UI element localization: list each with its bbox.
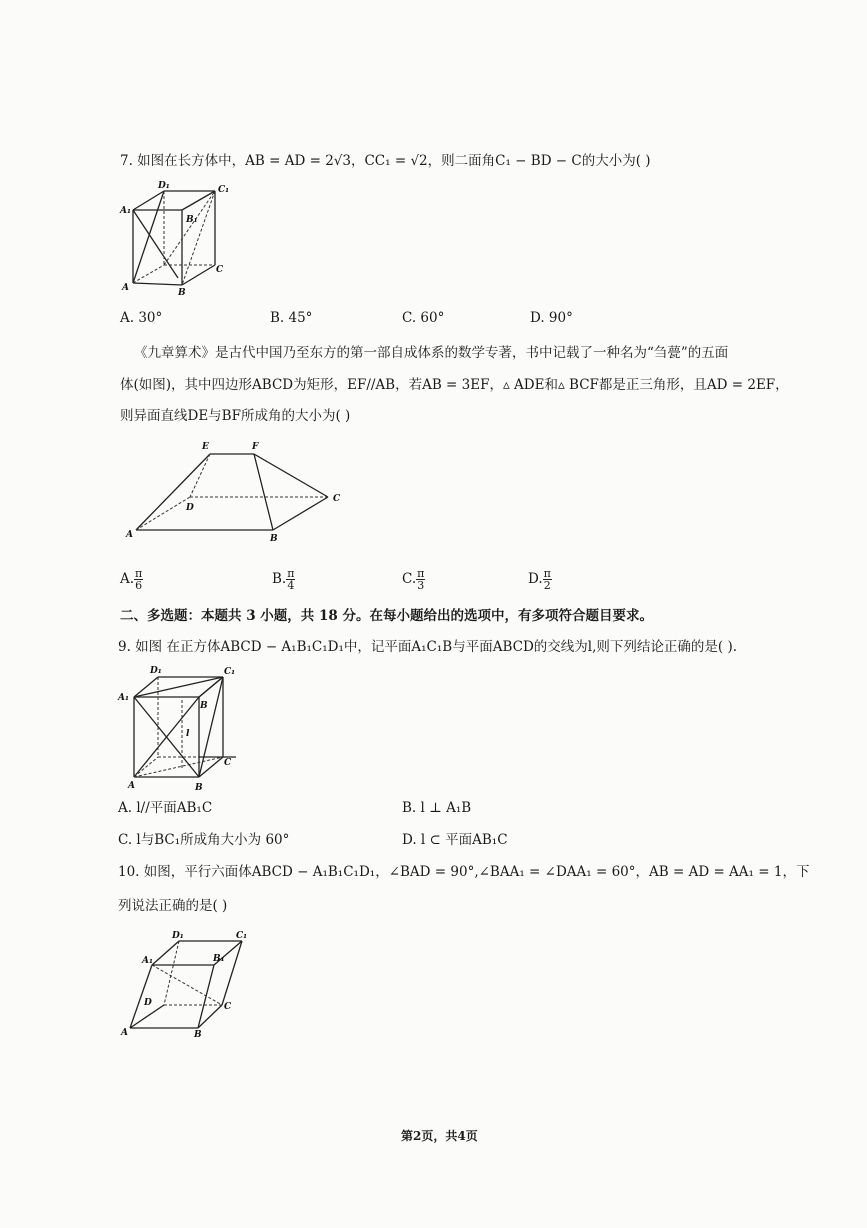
- q7-label-b1: B₁: [186, 215, 198, 225]
- q8-option-b-letter: B.: [272, 571, 287, 587]
- q8-figure: [118, 435, 358, 550]
- q8-option-d: [528, 568, 552, 591]
- q9-option-c: C. l与BC₁所成角大小为 60°: [118, 832, 290, 848]
- q9-label-l: l: [186, 729, 190, 739]
- q9-label-c: C: [224, 758, 232, 768]
- q7-label-a1: A₁: [120, 206, 131, 216]
- q8-line3: 则异面直线DE与BF所成角的大小为( ): [120, 408, 351, 424]
- q10-line2: 列说法正确的是( ): [118, 898, 228, 914]
- q8-option-c-num: π: [417, 567, 425, 580]
- q8-label-e: E: [202, 442, 209, 452]
- q7-figure: [118, 178, 238, 298]
- q8-label-f: F: [252, 442, 259, 452]
- q8-option-b-num: π: [287, 567, 295, 580]
- q8-option-b-den: 4: [287, 579, 295, 592]
- q9-option-d: D. l ⊂ 平面AB₁C: [402, 832, 508, 848]
- q9-figure: [116, 660, 241, 795]
- q7-label-b: B: [178, 288, 186, 298]
- q10-label-a1: A₁: [142, 956, 153, 966]
- q8-line1: 《九章算术》是古代中国乃至东方的第一部自成体系的数学专著，书中记载了一种名为“刍甍”的五面: [134, 345, 729, 361]
- q8-option-c-letter: C.: [402, 571, 417, 587]
- q8-label-b: B: [270, 534, 278, 544]
- q9-label-a1: A₁: [118, 693, 129, 703]
- q10-line1: 10. 如图，平行六面体ABCD − A₁B₁C₁D₁，∠BAD = 90°,∠BAA₁ = ∠DAA₁ = 60°，AB = AD = AA₁ = 1，下: [118, 864, 810, 880]
- q7-stem: 7. 如图在长方体中，AB = AD = 2√3，CC₁ = √2，则二面角C₁ − BD − C的大小为( ): [120, 153, 651, 169]
- q9-label-b1: B: [200, 701, 208, 711]
- q8-label-c: C: [333, 494, 341, 504]
- q8-option-d-num: π: [543, 567, 551, 580]
- q7-label-a: A: [122, 283, 129, 293]
- q7-option-b: B. 45°: [270, 310, 313, 326]
- q10-label-c1: C₁: [236, 931, 248, 941]
- q10-label-d1: D₁: [172, 931, 184, 941]
- section2-heading: 二、多选题：本题共 3 小题，共 18 分。在每小题给出的选项中，有多项符合题目要求。: [120, 608, 653, 624]
- q9-label-c1: C₁: [224, 667, 236, 677]
- q8-option-a-letter: A.: [120, 571, 135, 587]
- q10-figure: [116, 925, 256, 1045]
- q10-label-b: B: [194, 1030, 202, 1040]
- q9-option-b: B. l ⊥ A₁B: [402, 800, 472, 816]
- q9-label-d1: D₁: [150, 666, 162, 676]
- q10-label-d: D: [144, 998, 152, 1008]
- q7-label-d1: D₁: [158, 181, 170, 191]
- q10-label-a: A: [121, 1028, 128, 1038]
- q7-label-c1: C₁: [218, 185, 230, 195]
- q8-option-d-letter: D.: [528, 571, 543, 587]
- q10-label-b1: B₁: [213, 954, 225, 964]
- q8-option-c-den: 3: [417, 579, 425, 592]
- page-footer: 第2页，共4页: [401, 1129, 478, 1143]
- q8-line2: 体(如图)，其中四边形ABCD为矩形，EF//AB，若AB = 3EF，▵ ADE和▵ BCF都是正三角形，且AD = 2EF，: [120, 377, 789, 393]
- q8-label-a: A: [126, 530, 133, 540]
- q9-stem: 9. 如图 在正方体ABCD − A₁B₁C₁D₁中，记平面A₁C₁B与平面ABCD的交线为l,则下列结论正确的是( ).: [118, 639, 738, 655]
- q8-option-b: [272, 568, 295, 591]
- q9-option-a: A. l//平面AB₁C: [118, 800, 213, 816]
- q9-label-a: A: [128, 781, 135, 791]
- q8-label-d: D: [186, 503, 194, 513]
- q8-option-d-den: 2: [543, 579, 551, 592]
- q8-option-a-num: π: [135, 567, 143, 580]
- q7-option-d: D. 90°: [530, 310, 573, 326]
- q7-option-a: A. 30°: [120, 310, 163, 326]
- q8-option-a-den: 6: [135, 579, 143, 592]
- q7-option-c: C. 60°: [402, 310, 445, 326]
- q10-label-c: C: [224, 1002, 232, 1012]
- q8-option-a: [120, 568, 143, 591]
- q8-option-c: [402, 568, 425, 591]
- q9-label-b: B: [195, 783, 203, 793]
- q7-label-c: C: [216, 265, 224, 275]
